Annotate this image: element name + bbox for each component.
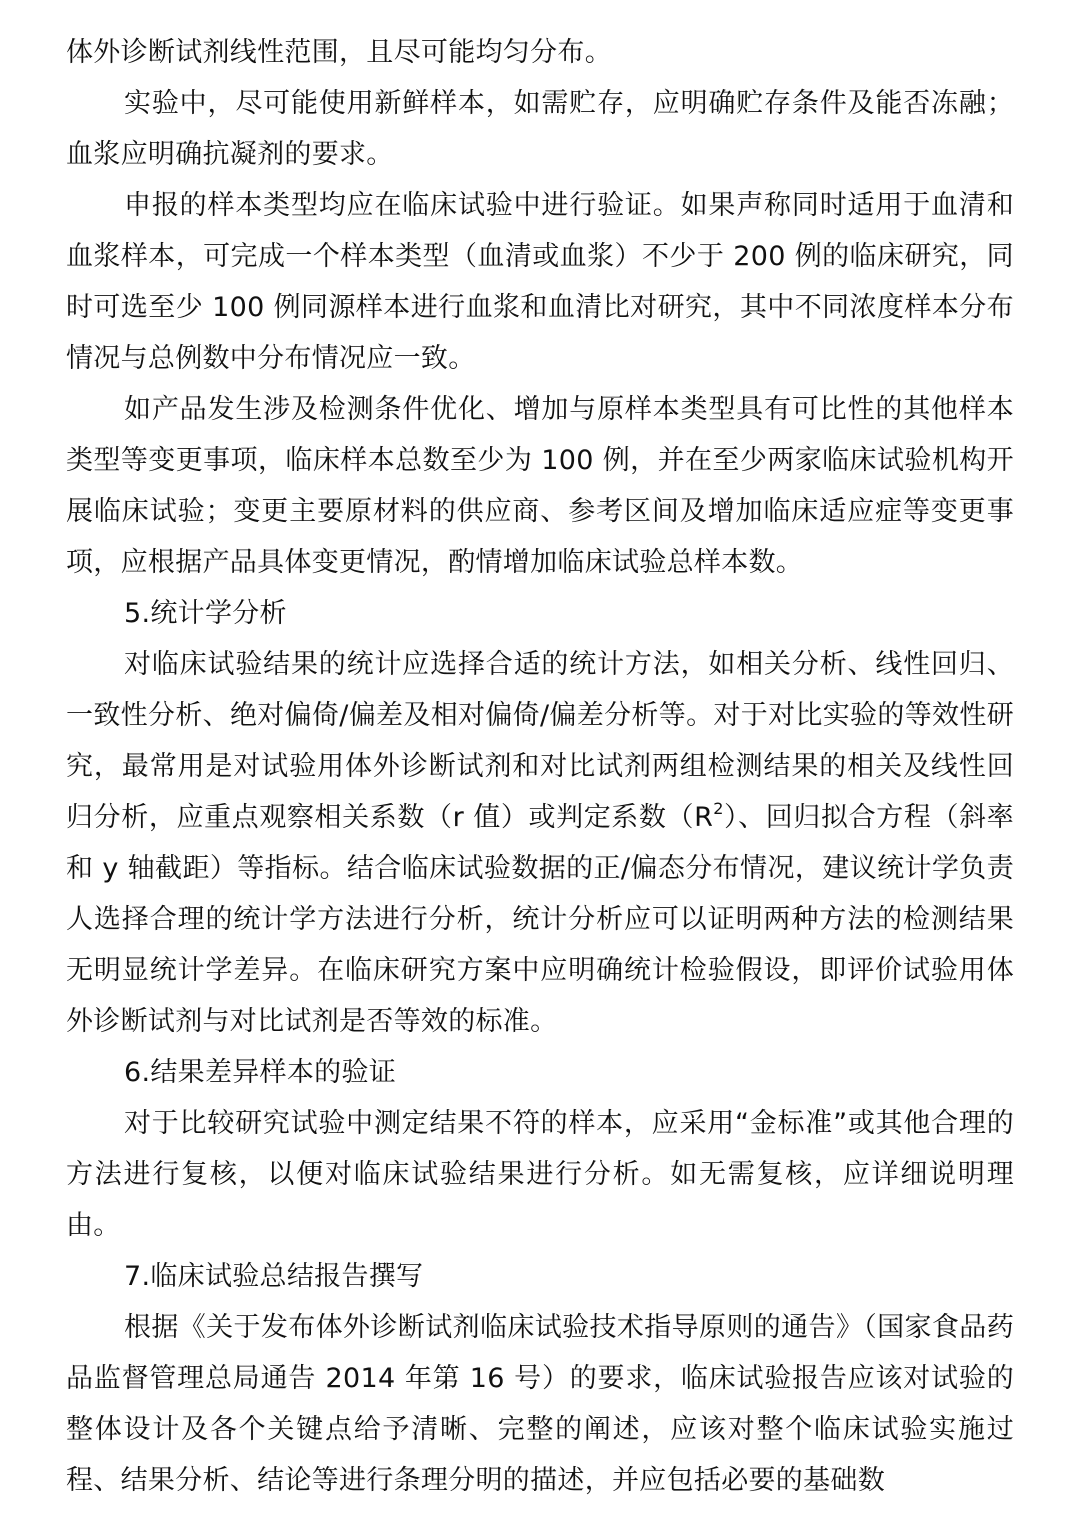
superscript-two: 2 (713, 799, 724, 818)
statistics-text-part-1: 对临床试验结果的统计应选择合适的统计方法，如相关分析、线性回归、一致性分析、绝对偏倚/偏差及相对偏倚/偏差分析等。对于对比实验的等效性研究，最常用是对试验用体外诊断试剂和对比试剂两组检测结果的相关及线性回归分析，应重点观察相关系数（r 值）或判定系数（R (66, 649, 1014, 833)
paragraph-clinical-report: 根据《关于发布体外诊断试剂临床试验技术指导原则的通告》（国家食品药品监督管理总局通告 2014 年第 16 号）的要求，临床试验报告应该对试验的整体设计及各个关键点给予清晰、完整的阐述，应该对整个临床试验实施过程、结果分析、结论等进行条理分明的描述，并应包括必要的基础数 (66, 1312, 1014, 1496)
paragraph-sample-storage: 实验中，尽可能使用新鲜样本，如需贮存，应明确贮存条件及能否冻融；血浆应明确抗凝剂的要求。 (66, 88, 1014, 170)
paragraph-sample-types: 申报的样本类型均应在临床试验中进行验证。如果声称同时适用于血清和血浆样本，可完成一个样本类型（血清或血浆）不少于 200 例的临床研究，同时可选至少 100 例同源样本进行血浆和血清比对研究，其中不同浓度样本分布情况与总例数中分布情况应一致。 (66, 190, 1014, 374)
section-heading-clinical-report: 7.临床试验总结报告撰写 (124, 1261, 424, 1292)
paragraph-continuation: 体外诊断试剂线性范围，且尽可能均匀分布。 (66, 37, 612, 68)
section-heading-discrepant-samples: 6.结果差异样本的验证 (124, 1057, 397, 1088)
paragraph-change-items: 如产品发生涉及检测条件优化、增加与原样本类型具有可比性的其他样本类型等变更事项，临床样本总数至少为 100 例，并在至少两家临床试验机构开展临床试验；变更主要原材料的供应商、参考区间及增加临床适应症等变更事项，应根据产品具体变更情况，酌情增加临床试验总样本数。 (66, 394, 1014, 578)
section-heading-statistics: 5.统计学分析 (124, 598, 287, 629)
document-page (66, 27, 1014, 1506)
paragraph-discrepant-samples: 对于比较研究试验中测定结果不符的样本，应采用“金标准”或其他合理的方法进行复核，以便对临床试验结果进行分析。如无需复核，应详细说明理由。 (66, 1108, 1014, 1241)
statistics-text-part-2: ）、回归拟合方程（斜率和 y 轴截距）等指标。结合临床试验数据的正/偏态分布情况，建议统计学负责人选择合理的统计学方法进行分析，统计分析应可以证明两种方法的检测结果无明显统计学差异。在临床研究方案中应明确统计检验假设，即评价试验用体外诊断试剂与对比试剂是否等效的标准。 (66, 802, 1014, 1037)
paragraph-statistical-methods (66, 639, 1014, 1047)
